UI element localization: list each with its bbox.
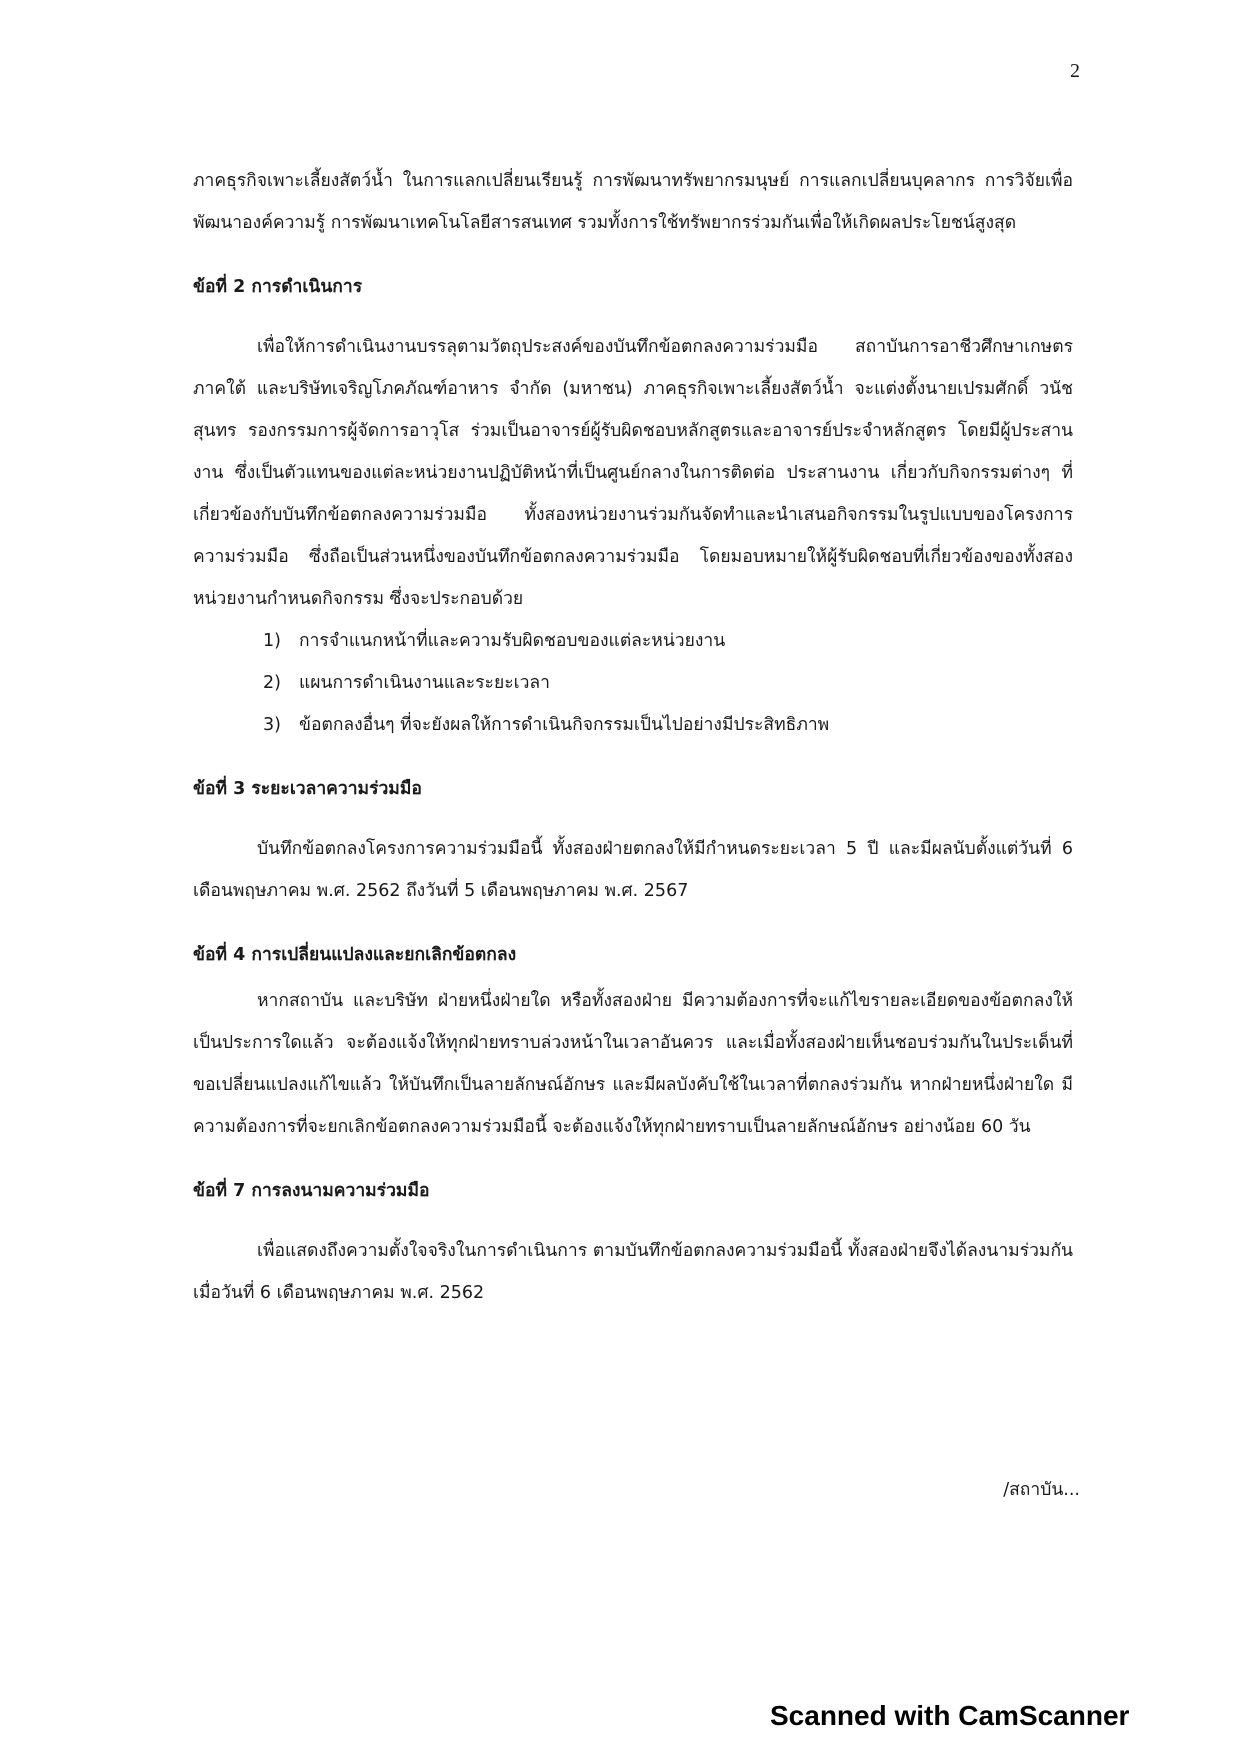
list-item xyxy=(263,704,1073,746)
section-2-list xyxy=(193,620,1073,746)
continuation-marker: /สถาบัน... xyxy=(1003,1480,1080,1500)
scanner-watermark: Scanned with CamScanner xyxy=(770,1700,1130,1731)
list-item-number: 3) xyxy=(263,715,281,735)
section-7-heading: ข้อที่ 7 การลงนามความร่วมมือ xyxy=(193,1181,430,1201)
list-item xyxy=(263,662,1073,704)
section-4-heading: ข้อที่ 4 การเปลี่ยนแปลงและยกเลิกข้อตกลง xyxy=(193,945,517,965)
page-number: 2 xyxy=(1070,60,1080,82)
intro-paragraph: ภาคธุรกิจเพาะเลี้ยงสัตว์น้ำ ในการแลกเปลี่ยนเรียนรู้ การพัฒนาทรัพยากรมนุษย์ การแลกเปลี่ยนบุคลากร การวิจัยเพื่อพัฒนาองค์ความรู้ การพัฒนาเทคโนโลยีสารสนเทศ รวมทั้งการใช้ทรัพยากรร่วมกันเพื่อให้เกิดผลประโยชน์สูงสุด xyxy=(193,171,1073,233)
section-3-paragraph: บันทึกข้อตกลงโครงการความร่วมมือนี้ ทั้งสองฝ่ายตกลงให้มีกำหนดระยะเวลา 5 ปี และมีผลนับตั้งแต่วันที่ 6 เดือนพฤษภาคม พ.ศ. 2562 ถึงวันที่ 5 เดือนพฤษภาคม พ.ศ. 2567 xyxy=(193,839,1073,901)
list-item xyxy=(263,620,1073,662)
section-2-paragraph: เพื่อให้การดำเนินงานบรรลุตามวัตถุประสงค์ของบันทึกข้อตกลงความร่วมมือ สถาบันการอาชีวศึกษาเกษตรภาคใต้ และบริษัทเจริญโภคภัณฑ์อาหาร จำกัด (มหาชน) ภาคธุรกิจเพาะเลี้ยงสัตว์น้ำ จะแต่งตั้งนายเปรมศักดิ์ วนัชสุนทร รองกรรมการผู้จัดการอาวุโส ร่วมเป็นอาจารย์ผู้รับผิดชอบหลักสูตรและอาจารย์ประจำหลักสูตร โดยมีผู้ประสานงาน ซึ่งเป็นตัวแทนของแต่ละหน่วยงานปฏิบัติหน้าที่เป็นศูนย์กลางในการติดต่อ ประสานงาน เกี่ยวกับกิจกรรมต่างๆ ที่เกี่ยวข้องกับบันทึกข้อตกลงความร่วมมือ ทั้งสองหน่วยงานร่วมกันจัดทำและนำเสนอกิจกรรมในรูปแบบของโครงการความร่วมมือ ซึ่งถือเป็นส่วนหนึ่งของบันทึกข้อตกลงความร่วมมือ โดยมอบหมายให้ผู้รับผิดชอบที่เกี่ยวข้องของทั้งสองหน่วยงานกำหนดกิจกรรม ซึ่งจะประกอบด้วย xyxy=(193,337,1073,609)
list-item-text: การจำแนกหน้าที่และความรับผิดชอบของแต่ละหน่วยงาน xyxy=(299,631,726,651)
section-7-paragraph: เพื่อแสดงถึงความตั้งใจจริงในการดำเนินการ ตามบันทึกข้อตกลงความร่วมมือนี้ ทั้งสองฝ่ายจึงได้ลงนามร่วมกัน เมื่อวันที่ 6 เดือนพฤษภาคม พ.ศ. 2562 xyxy=(193,1241,1073,1303)
document-body xyxy=(193,160,1073,1314)
section-3-heading: ข้อที่ 3 ระยะเวลาความร่วมมือ xyxy=(193,779,422,799)
list-item-text: ข้อตกลงอื่นๆ ที่จะยังผลให้การดำเนินกิจกรรมเป็นไปอย่างมีประสิทธิภาพ xyxy=(299,715,830,735)
list-item-number: 2) xyxy=(263,673,281,693)
section-2-heading: ข้อที่ 2 การดำเนินการ xyxy=(193,277,363,297)
list-item-text: แผนการดำเนินงานและระยะเวลา xyxy=(299,673,550,693)
list-item-number: 1) xyxy=(263,631,281,651)
section-4-paragraph: หากสถาบัน และบริษัท ฝ่ายหนึ่งฝ่ายใด หรือทั้งสองฝ่าย มีความต้องการที่จะแก้ไขรายละเอียดของข้อตกลงให้เป็นประการใดแล้ว จะต้องแจ้งให้ทุกฝ่ายทราบล่วงหน้าในเวลาอันควร และเมื่อทั้งสองฝ่ายเห็นชอบร่วมกันในประเด็นที่ขอเปลี่ยนแปลงแก้ไขแล้ว ให้บันทึกเป็นลายลักษณ์อักษร และมีผลบังคับใช้ในเวลาที่ตกลงร่วมกัน หากฝ่ายหนึ่งฝ่ายใด มีความต้องการที่จะยกเลิกข้อตกลงความร่วมมือนี้ จะต้องแจ้งให้ทุกฝ่ายทราบเป็นลายลักษณ์อักษร อย่างน้อย 60 วัน xyxy=(193,991,1073,1137)
